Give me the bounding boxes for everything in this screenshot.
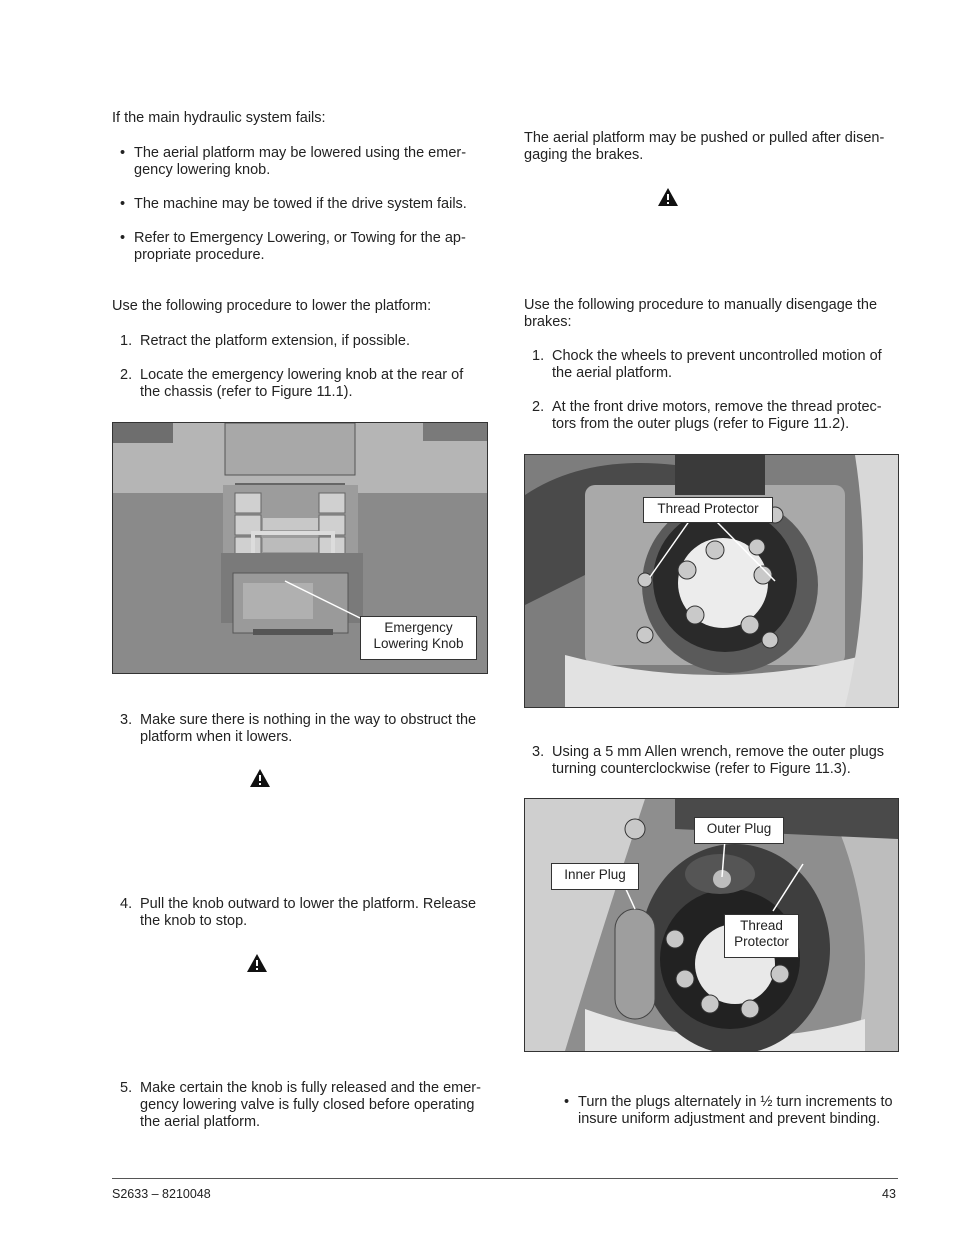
footer-page-number: 43 <box>882 1187 896 1201</box>
right-procedure-line1: Use the following procedure to manually disengage the <box>524 297 878 313</box>
callout-thread-protector: Thread Protector <box>643 497 773 523</box>
callout-thread-protector-2: Thread Protector <box>724 914 799 958</box>
bullet-dot-icon: • <box>120 145 126 161</box>
bullet-dot-icon: • <box>564 1094 570 1110</box>
callout-emergency-lowering-knob: Emergency Lowering Knob <box>360 616 477 660</box>
right-intro-line2: gaging the brakes. <box>524 147 644 163</box>
figure-thread-protector-photo <box>524 454 899 708</box>
warning-triangle-icon <box>249 768 271 788</box>
procedure-intro: Use the following procedure to lower the platform: <box>112 298 432 314</box>
drive-motor-photo <box>525 455 898 707</box>
bullet-dot-icon: • <box>120 196 126 212</box>
footer-doc-number: S2633 – 8210048 <box>112 1187 211 1201</box>
footer-rule <box>112 1178 898 1179</box>
right-intro-line1: The aerial platform may be pushed or pulled after disen- <box>524 130 885 146</box>
right-procedure-line2: brakes: <box>524 314 572 330</box>
warning-triangle-icon <box>657 187 679 207</box>
bullet-dot-icon: • <box>120 230 126 246</box>
callout-outer-plug: Outer Plug <box>694 817 784 844</box>
callout-inner-plug: Inner Plug <box>551 863 639 890</box>
intro-text: If the main hydraulic system fails: <box>112 110 326 126</box>
warning-triangle-icon <box>246 953 268 973</box>
